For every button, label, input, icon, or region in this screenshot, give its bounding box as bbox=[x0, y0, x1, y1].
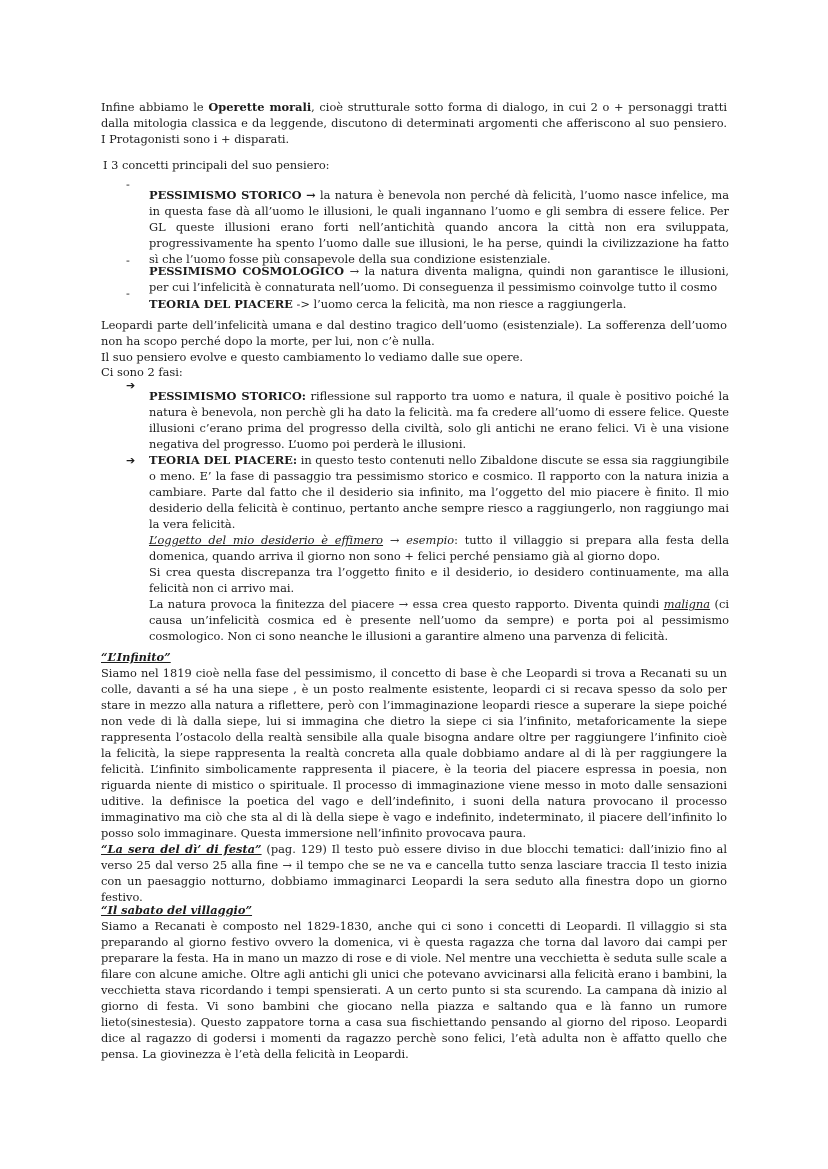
bullet-dash: - bbox=[126, 253, 130, 267]
operette-morali-title: Operette morali bbox=[208, 100, 312, 114]
esempio-label: esempio bbox=[406, 533, 455, 547]
bullet-dash: - bbox=[126, 286, 130, 300]
phase-label: TEORIA DEL PIACERE: bbox=[149, 453, 298, 467]
phase-main-text bbox=[149, 452, 729, 532]
arrow-bullet-icon: ➔ bbox=[126, 379, 136, 392]
sabato-title bbox=[101, 902, 727, 918]
concept-label: PESSIMISMO STORICO → bbox=[149, 188, 316, 203]
concept-text: la natura è benevola non perché dà felicità, l’uomo nasce infelice, ma in questa fase dà all’uomo le illusioni, le quali ingannano l’uomo e gli sembra di essere felice. Per GL queste illusioni erano forti nell’antichità quando ancora la città non era sviluppata, progressivamente ha spento l’uomo dalle sue illusioni, le ha perse, quindi la civilizzazione ha fatto sì che l’uomo fosse più consapevole della sua condizione esistenziale. bbox=[149, 188, 729, 267]
phase-text: in questo testo contenuti nello Zibaldone discute se essa sia raggiungibile o meno. E’ la fase di passaggio tra pessimismo storico e cosmico. Il rapporto con la natura inizia a cambiare. Parte dal fatto che il desiderio sia infinito, ma l’oggetto del mio piacere è finito. Il mio desiderio della felicità è continuo, pertanto anche sempre riesco a raggiungerlo, non raggiungo mai la vera felicità. bbox=[149, 453, 729, 531]
infinito-heading: “L’Infinito” bbox=[101, 650, 171, 664]
intro-text-end: , cioè strutturale sotto forma di dialogo, in cui 2 o + personaggi tratti dalla mitologia classica e da leggende, discutono di determinati argomenti che afferiscono al suo pensiero. I Protagonisti sono i + disparati. bbox=[101, 100, 728, 146]
arrow-bullet-icon: ➔ bbox=[126, 454, 136, 467]
leopardi-paragraph: Leopardi parte dell’infelicità umana e dal destino tragico dell’uomo (esistenziale). La sofferenza dell’uomo non ha scopo perché dopo la morte, per lui, non c’è nulla. bbox=[101, 318, 727, 348]
oggetto-arrow: → bbox=[383, 533, 407, 547]
maligna-word: maligna bbox=[663, 597, 711, 611]
concept-text: → la natura diventa maligna, quindi non garantisce le illusioni, per cui l’infelicità è connaturata nell’uomo. Di conseguenza il pessimismo coinvolge tutto il cosmo bbox=[149, 264, 729, 295]
intro-text-start: Infine abbiamo le bbox=[101, 100, 209, 114]
intro-paragraph bbox=[101, 99, 727, 147]
sabato-heading: “Il sabato del villaggio” bbox=[101, 903, 253, 917]
oggetto-text: : tutto il villaggio si prepara alla festa della domenica, quando arriva il giorno non sono + felici perché pensiamo già al giorno dopo. bbox=[149, 533, 729, 563]
natura-text-end: (ci causa un’infelicità cosmica ed è presente nell’uomo da sempre) e porta poi al pessimismo cosmologico. Non ci sono neanche le illusioni a garantire almeno una parvenza di felicità. bbox=[149, 597, 729, 643]
phase-pessimismo-storico bbox=[149, 388, 729, 452]
infinito-title bbox=[101, 649, 727, 665]
concepts-title: I 3 concetti principali del suo pensiero: bbox=[103, 158, 330, 172]
fasi-line: Ci sono 2 fasi: bbox=[101, 365, 183, 379]
sera-text: (pag. 129) Il testo può essere diviso in due blocchi tematici: dall’inizio fino al verso 25 dal verso 25 alla fine → il tempo che se ne va e cancella tutto senza lasciare traccia Il testo inizia con un paesaggio notturno, dobbiamo immaginarci Leopardi la sera seduto alla finestra dopo un giorno festivo. bbox=[101, 842, 727, 904]
sera-paragraph bbox=[101, 841, 727, 905]
natura-text-start: La natura provoca la finitezza del piacere → essa crea questo rapporto. Diventa quindi bbox=[149, 597, 664, 611]
sabato-paragraph: Siamo a Recanati è composto nel 1829-1830, anche qui ci sono i concetti di Leopardi. Il villaggio si sta preparando al giorno festivo ovvero la domenica, vi è questa ragazza che torna dal lavoro dai campi per preparare la festa. Ha in mano un mazzo di rose e di viole. Nel mentre una vecchietta è seduta sulle scale a filare con alcune amiche. Oltre agli antichi gli unici che potevano avvicinarsi alla felicità erano i bambini, la vecchietta stava ricordando i tempi spensierati. A un certo punto si sta scurendo. La campana dà inizio al giorno di festa. Vi sono bambini che giocano nella piazza e saltando qua e là fanno un rumore lieto(sinestesia). Questo zappatore torna a casa sua fischiettando pensando al giorno del riposo. Leopardi dice al ragazzo di godersi i momenti da ragazzo perchè sono felici, l’età adulta non è affatto quello che pensa. La giovinezza è l’età della felicità in Leopardi. bbox=[101, 919, 727, 1061]
natura-line bbox=[149, 596, 729, 644]
oggetto-underlined: L’oggetto del mio desiderio è effimero bbox=[149, 533, 384, 547]
evolve-line: Il suo pensiero evolve e questo cambiamento lo vediamo dalle sue opere. bbox=[101, 350, 523, 364]
oggetto-line bbox=[149, 532, 729, 564]
bullet-dash: - bbox=[126, 177, 130, 191]
concept-item-teoria-piacere bbox=[149, 296, 729, 312]
infinito-paragraph: Siamo nel 1819 cioè nella fase del pessimismo, il concetto di base è che Leopardi si trova a Recanati su un colle, davanti a sé ha una siepe , è un posto realmente esistente, leopardi ci si recava spesso da solo per stare in mezzo alla natura a riflettere, però con l’immaginazione leopardi riesce a superare la siepe poiché non vede di là dalla siepe, lui si immagina che dietro la siepe ci sia l’infinito, metaforicamente la siepe rappresenta l’ostacolo della realtà sensibile alla quale bisogna andare oltre per raggiungere l’infinito cioè la felicità, la siepe rappresenta la realtà concreta alla quale dobbiamo andare al di là per raggiungere la felicità. L’infinito simbolicamente rappresenta il piacere, è la teoria del piacere espressa in poesia, non riguarda niente di mistico o spirituale. Il processo di immaginazione viene messo in moto dalle sensazioni uditive. la definisce la poetica del vago e dell’indefinito, i suoni della natura provocano il processo immaginativo ma ciò che sta al di là della siepe è vago e indefinito, indeterminato, il piacere dell’infinito lo posso solo immaginare. Questa immersione nell’infinito provocava paura. bbox=[101, 666, 727, 840]
concept-item-pessimismo-storico bbox=[149, 187, 729, 267]
phase-teoria-piacere bbox=[149, 452, 729, 644]
concept-label: TEORIA DEL PIACERE bbox=[149, 297, 293, 312]
concept-text: -> l’uomo cerca la felicità, ma non riesce a raggiungerla. bbox=[292, 297, 627, 312]
phase-label: PESSIMISMO STORICO: bbox=[149, 389, 306, 404]
concept-label: PESSIMISMO COSMOLOGICO bbox=[149, 264, 345, 279]
sera-heading: “La sera del dì’ di festa” bbox=[101, 842, 262, 856]
concept-item-pessimismo-cosmologico bbox=[149, 263, 729, 295]
discrepanza-line: Si crea questa discrepanza tra l’oggetto finito e il desiderio, io desidero continuamente, ma alla felicità non ci arrivo mai. bbox=[149, 565, 729, 595]
phase-text: riflessione sul rapporto tra uomo e natura, il quale è positivo poiché la natura è benevola, non perchè gli ha dato la felicità. ma fa credere all’uomo di essere felice. Queste illusioni c’erano prima del progresso della civiltà, solo gli antichi ne erano felici. Vi è una visione negativa del progresso. L’uomo poi perderà le illusioni. bbox=[149, 389, 729, 452]
